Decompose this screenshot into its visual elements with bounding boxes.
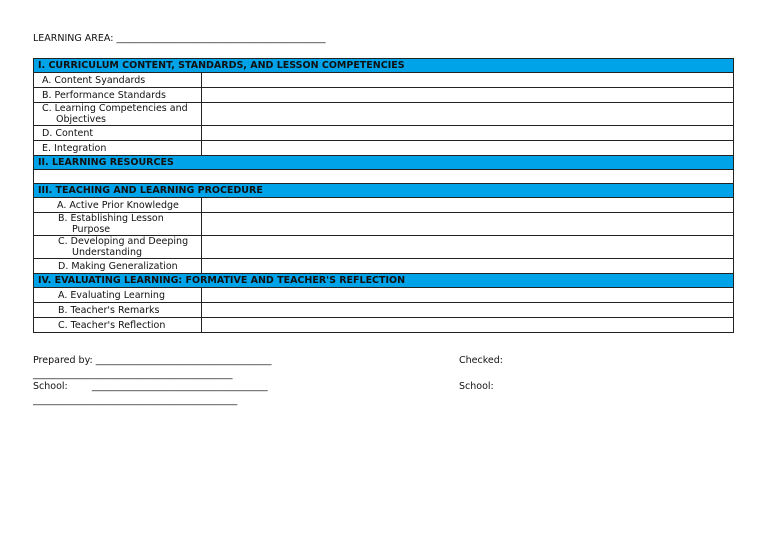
row-value-cell[interactable] [202,259,734,274]
prepared-by-line: __________________________________________ [33,369,233,380]
lesson-plan-table [33,58,734,333]
row-value-cell[interactable] [202,88,734,103]
row-value-cell[interactable] [202,303,734,318]
row-value-cell[interactable] [202,318,734,333]
row-value-cell[interactable] [202,73,734,88]
table-row [34,236,734,259]
section-title: IV. EVALUATING LEARNING: FORMATIVE AND TEACHER'S REFLECTION [34,274,734,288]
resources-value-cell[interactable] [34,170,734,184]
row-label: D. Content [42,127,94,139]
table-row [34,73,734,88]
row-label: E. Integration [42,142,107,154]
section-header-procedure [34,184,734,198]
row-label: C. Learning Competencies and Objectives [42,103,188,125]
row-value-cell[interactable] [202,236,734,259]
row-label: A. Content Syandards [42,74,146,86]
row-value-cell[interactable] [202,126,734,141]
row-value-cell[interactable] [202,288,734,303]
row-value-cell[interactable] [202,141,734,156]
table-row [34,141,734,156]
table-row [34,303,734,318]
table-row [34,198,734,213]
row-value-cell[interactable] [202,213,734,236]
row-value-cell[interactable] [202,198,734,213]
table-row [34,288,734,303]
prepared-by-field: Prepared by: _____________________________________ [33,355,272,366]
checked-label: Checked: [459,355,503,366]
table-row [34,126,734,141]
school-right-label: School: [459,381,494,392]
section-header-resources [34,156,734,170]
table-row [34,170,734,184]
table-row [34,318,734,333]
section-title: II. LEARNING RESOURCES [34,156,734,170]
row-label: A. Evaluating Learning [58,289,165,301]
section-header-curriculum [34,59,734,73]
section-header-evaluating [34,274,734,288]
row-label: D. Making Generalization [58,260,178,272]
row-label: B. Establishing Lesson Purpose [58,213,164,235]
table-row [34,213,734,236]
row-label: B. Teacher's Remarks [58,304,160,316]
school-line: ___________________________________________ [33,395,238,406]
section-title: I. CURRICULUM CONTENT, STANDARDS, AND LESSON COMPETENCIES [34,59,734,73]
row-label: B. Performance Standards [42,89,166,101]
table-row [34,259,734,274]
learning-area-field: LEARNING AREA: ____________________________________________ [33,33,326,44]
table-row [34,103,734,126]
row-label: A. Active Prior Knowledge [57,199,179,211]
table-row [34,88,734,103]
section-title: III. TEACHING AND LEARNING PROCEDURE [34,184,734,198]
row-label: C. Developing and Deeping Understanding [58,236,189,258]
school-field: School: _____________________________________ [33,381,268,392]
row-label: C. Teacher's Reflection [58,319,166,331]
row-value-cell[interactable] [202,103,734,126]
